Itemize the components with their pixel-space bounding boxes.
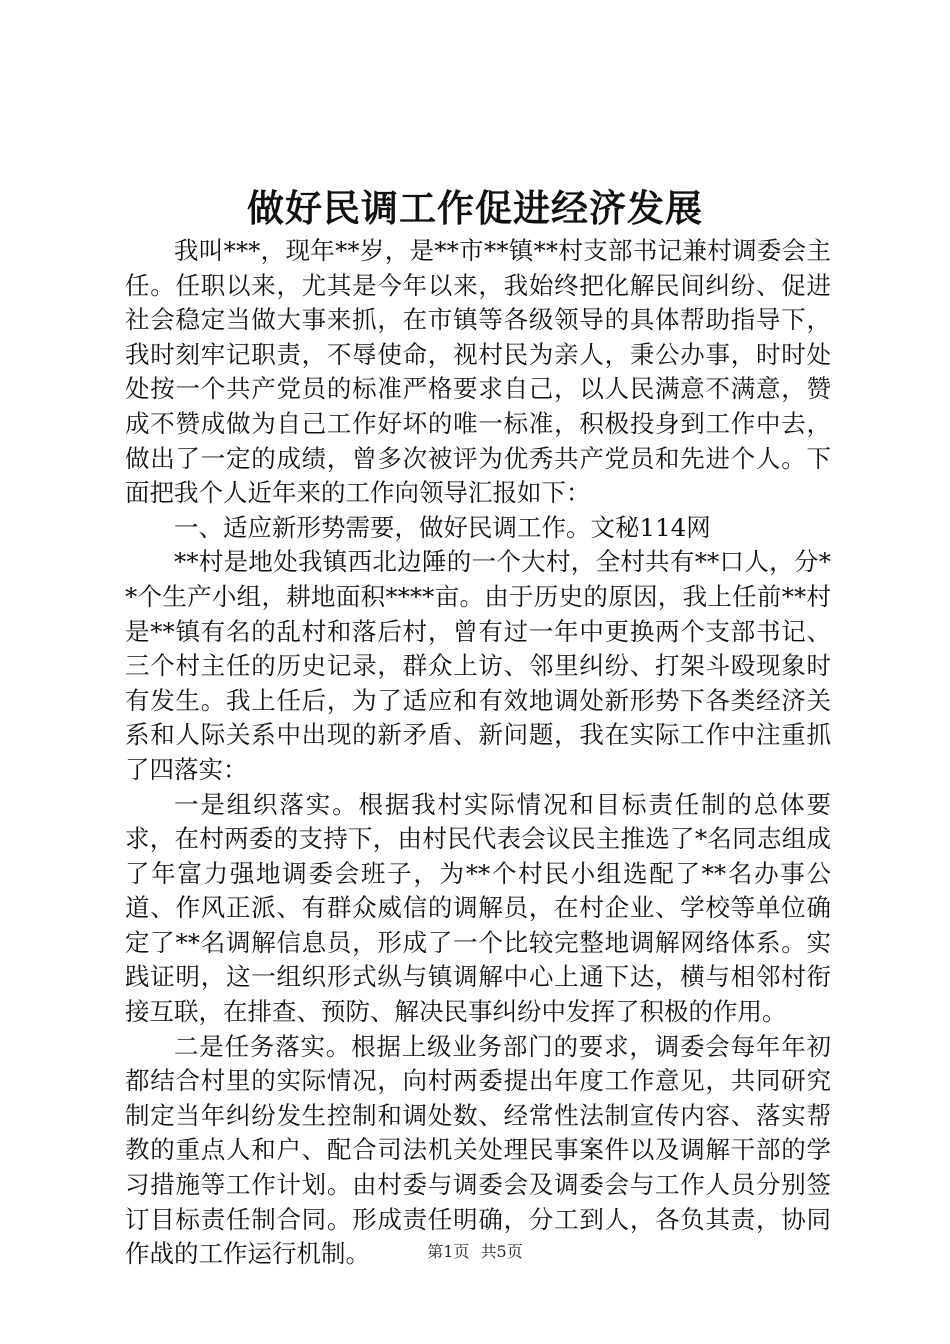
paragraph-intro: 我叫***，现年**岁，是**市**镇**村支部书记兼村调委会主任。任职以来，尤其是今年以来，我始终把化解民间纠纷、促进社会稳定当做大事来抓，在市镇等各级领导的具体帮助指导下，我时刻牢记职责，不辱使命，视村民为亲人，秉公办事，时时处处按一个共产党员的标准严格要求自己，以人民满意不满意，赞成不赞成做为自己工作好坏的唯一标准，积极投身到工作中去，做出了一定的成绩，曾多次被评为优秀共产党员和先进个人。下面把我个人近年来的工作向领导汇报如下：	[125, 236, 831, 508]
paragraph-section-heading: 一、适应新形势需要，做好民调工作。文秘114网	[174, 512, 711, 542]
page-number: 第1页	[427, 1242, 470, 1261]
page-total: 共5页	[480, 1242, 523, 1261]
paragraph-village-background: **村是地处我镇西北边陲的一个大村，全村共有**口人，分**个生产小组，耕地面积****亩。由于历史的原因，我上任前**村是**镇有名的乱村和落后村，曾有过一年中更换两个支部书记、三个村主任的历史记录，群众上访、邻里纠纷、打架斗殴现象时有发生。我上任后，为了适应和有效地调处新形势下各类经济关系和人际关系中出现的新矛盾、新问题，我在实际工作中注重抓了四落实：	[125, 547, 831, 784]
paragraph-organization: 一是组织落实。根据我村实际情况和目标责任制的总体要求，在村两委的支持下，由村民代表会议民主推选了*名同志组成了年富力强地调委会班子，为**个村民小组选配了**名办事公道、作风正派、有群众威信的调解员，在村企业、学校等单位确定了**名调解信息员，形成了一个比较完整地调解网络体系。实践证明，这一组织形式纵与镇调解中心上通下达，横与相邻村衔接互联，在排查、预防、解决民事纠纷中发挥了积极的作用。	[125, 789, 831, 1027]
document-title: 做好民调工作促进经济发展	[247, 186, 703, 230]
page-footer	[0, 1241, 950, 1263]
document-body	[125, 234, 831, 1272]
paragraph-tasks: 二是任务落实。根据上级业务部门的要求，调委会每年年初都结合村里的实际情况，向村两委提出年度工作意见，共同研究制定当年纠纷发生控制和调处数、经常性法制宣传内容、落实帮教的重点人和户、配合司法机关处理民事案件以及调解干部的学习措施等工作计划。由村委与调委会及调委会与工作人员分别签订目标责任制合同。形成责任明确，分工到人，各负其责，协同作战的工作运行机制。	[125, 1031, 831, 1269]
